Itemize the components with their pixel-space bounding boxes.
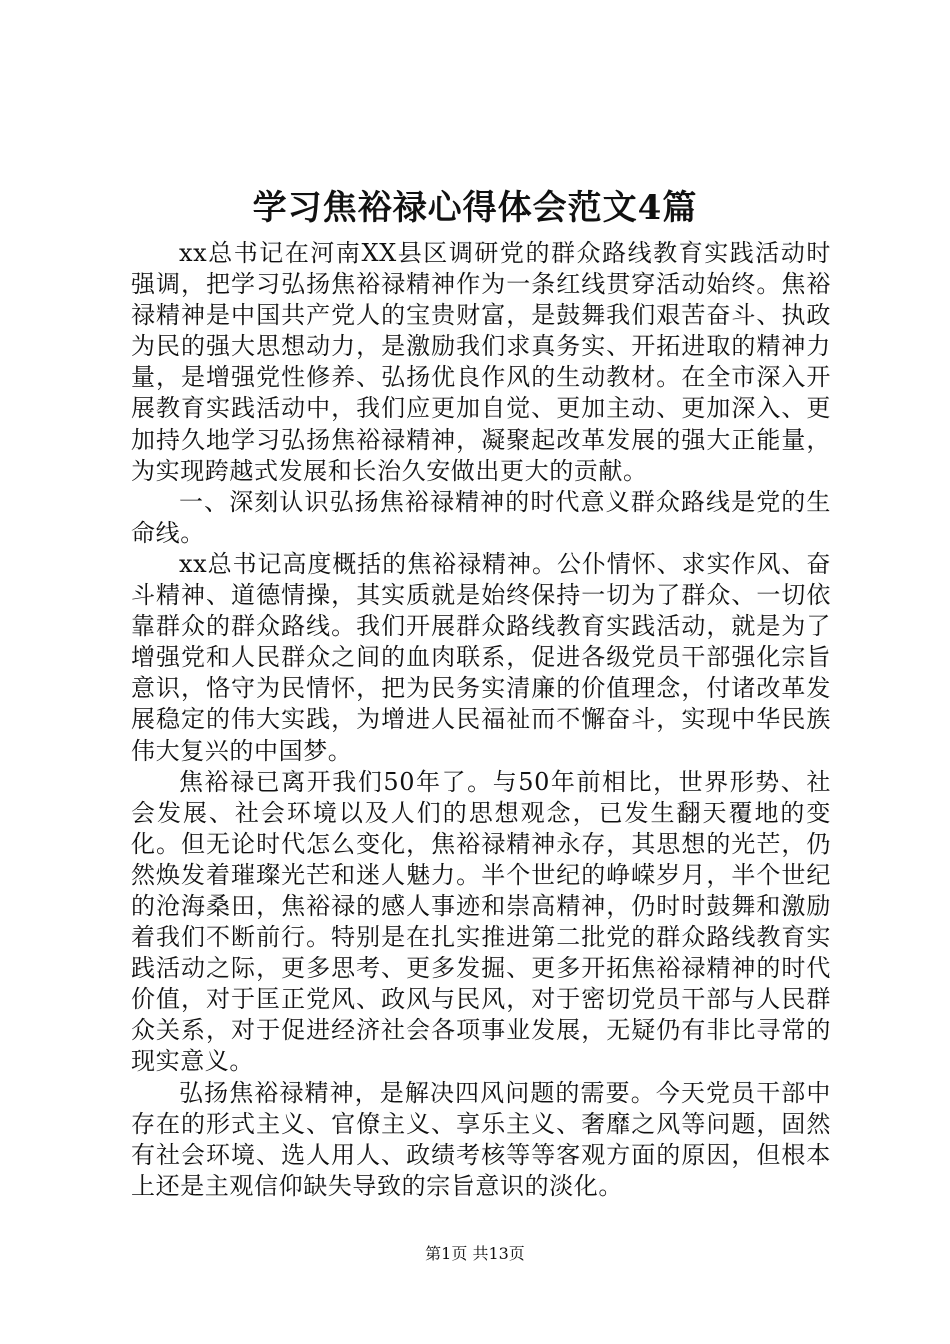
paragraph-3: xx总书记高度概括的焦裕禄精神。公仆情怀、求实作风、奋斗精神、道德情操，其实质就是始终保持一切为了群众、一切依靠群众的群众路线。我们开展群众路线教育实践活动，就是为了增强党和人民群众之间的血肉联系，促进各级党员干部强化宗旨意识，恪守为民情怀，把为民务实清廉的价值理念，付诸改革发展稳定的伟大实践，为增进人民福祉而不懈奋斗，实现中华民族伟大复兴的中国梦。 — [131, 549, 831, 765]
document-body — [131, 238, 831, 1202]
paragraph-4: 焦裕禄已离开我们50年了。与50年前相比，世界形势、社会发展、社会环境以及人们的思想观念，已发生翻天覆地的变化。但无论时代怎么变化，焦裕禄精神永存，其思想的光芒，仍然焕发着璀璨光芒和迷人魅力。半个世纪的峥嵘岁月，半个世纪的沧海桑田，焦裕禄的感人事迹和崇高精神，仍时时鼓舞和激励着我们不断前行。特别是在扎实推进第二批党的群众路线教育实践活动之际，更多思考、更多发掘、更多开拓焦裕禄精神的时代价值，对于匡正党风、政风与民风，对于密切党员干部与人民群众关系，对于促进经济社会各项事业发展，无疑仍有非比寻常的现实意义。 — [131, 767, 831, 1076]
paragraph-2: 一、深刻认识弘扬焦裕禄精神的时代意义群众路线是党的生命线。 — [131, 487, 831, 547]
paragraph-5: 弘扬焦裕禄精神，是解决四风问题的需要。今天党员干部中存在的形式主义、官僚主义、享乐主义、奢靡之风等问题，固然有社会环境、选人用人、政绩考核等等客观方面的原因，但根本上还是主观信仰缺失导致的宗旨意识的淡化。 — [131, 1078, 831, 1200]
page-footer: 第1页 共13页 — [425, 1244, 525, 1263]
document-title: 学习焦裕禄心得体会范文4篇 — [252, 188, 698, 228]
paragraph-1: xx总书记在河南XX县区调研党的群众路线教育实践活动时强调，把学习弘扬焦裕禄精神作为一条红线贯穿活动始终。焦裕禄精神是中国共产党人的宝贵财富，是鼓舞我们艰苦奋斗、执政为民的强大思想动力，是激励我们求真务实、开拓进取的精神力量，是增强党性修养、弘扬优良作风的生动教材。在全市深入开展教育实践活动中，我们应更加自觉、更加主动、更加深入、更加持久地学习弘扬焦裕禄精神，凝聚起改革发展的强大正能量，为实现跨越式发展和长治久安做出更大的贡献。 — [131, 239, 831, 485]
